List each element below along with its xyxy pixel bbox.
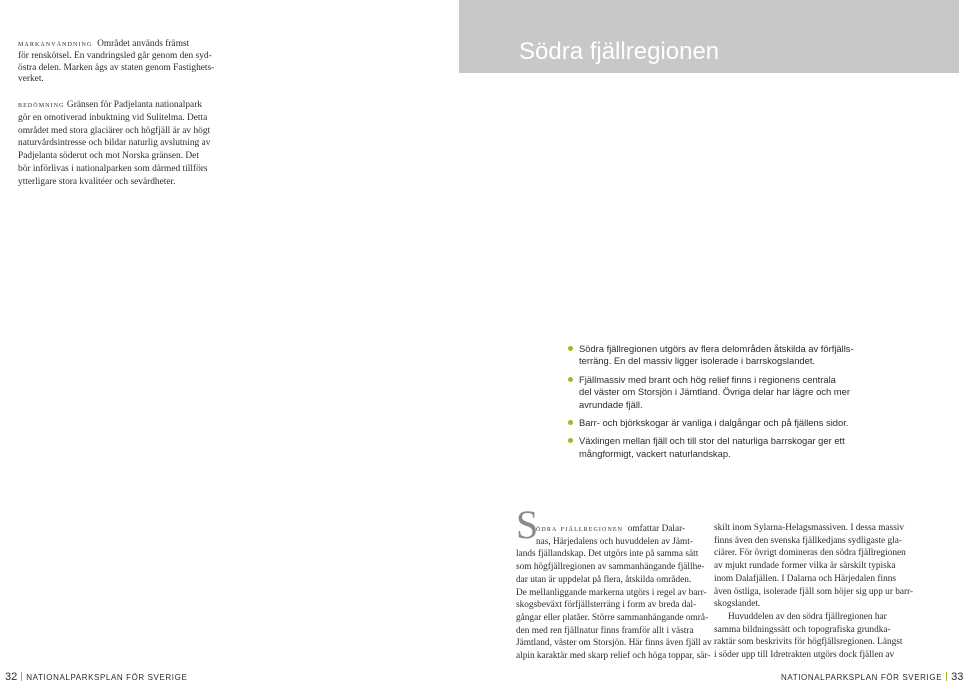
- text-line: skogsbeväxt förfjällsterräng i form av breda dal-: [516, 600, 697, 611]
- bullet-item: [568, 417, 868, 429]
- bullet-item: [568, 374, 868, 411]
- text-line: alpin karaktär med skarp relief och höga toppar, sär-: [516, 651, 711, 662]
- bullet-item: [568, 435, 868, 460]
- text-line: gångar eller platåer. Större sammanhängande områ-: [516, 612, 709, 623]
- text-line: finns även den svenska fjällkedjans sydligaste gla-: [714, 535, 902, 546]
- text-line: av mjukt rundade former vilka är särskilt typiska: [714, 561, 896, 572]
- text-line: gör en omotiverad inbuktning vid Sulitelma. Detta: [18, 112, 208, 123]
- text-line: Huvuddelen av den södra fjällregionen har: [728, 611, 887, 622]
- page-number-right: 33: [951, 671, 963, 683]
- bullet-item: [568, 343, 868, 368]
- text-line: skogslandet.: [714, 599, 761, 610]
- page-number-left: 32: [5, 671, 18, 683]
- markanvandning-lead: markanvändning: [18, 38, 93, 48]
- text-line: verket.: [18, 74, 44, 85]
- text-line: lands fjällandskap. Det utgörs inte på samma sätt: [516, 549, 699, 560]
- text-line: även östliga, isolerade fjäll som höjer sig upp ur barr-: [714, 586, 914, 597]
- text-line: terräng. En del massiv ligger isolerade i barrskogslandet.: [579, 355, 816, 367]
- text-line: omfattar Dalar-: [627, 524, 686, 534]
- body-column-left: [516, 522, 712, 663]
- text-line: Padjelanta söderut och mot Norska gränsen. Det: [18, 151, 199, 162]
- text-line: området med stora glaciärer och högfjäll är av högt: [18, 125, 211, 136]
- text-line: Fjällmassiv med brant och hög relief finns i regionens centrala: [579, 373, 836, 385]
- text-line: Området används främst: [97, 39, 190, 49]
- bedomning-lead: bedömning: [18, 99, 65, 109]
- page-title: Södra fjällregionen: [519, 38, 720, 65]
- text-line: ciärer. För övrigt domineras den södra fjällregionen: [714, 548, 906, 559]
- title-band: [459, 0, 959, 73]
- bullet-list: [568, 343, 868, 466]
- footer-right: [781, 671, 963, 683]
- text-line: Barr- och björkskogar är vanliga i dalgångar och på fjällens sidor.: [579, 417, 849, 429]
- text-line: östra delen. Marken ägs av staten genom Fastighets-: [18, 62, 215, 73]
- text-line: Södra fjällregionen utgörs av flera delområden åtskilda av förfjälls-: [579, 343, 854, 354]
- text-line: dar utan är uppdelat på flera, åtskilda områden.: [516, 574, 692, 585]
- bullet-dot-icon: [568, 438, 573, 443]
- text-line: raktär som beskrivits för högfjällsregionen. Längst: [714, 637, 903, 648]
- text-line: samma bildningssätt och topografiska grundka-: [714, 624, 891, 635]
- body-lead: ödra fjällregionen: [536, 523, 624, 533]
- bullet-dot-icon: [568, 420, 573, 425]
- text-line: nas, Härjedalens och huvuddelen av Jämt-: [536, 536, 693, 547]
- text-line: avrundade fjäll.: [579, 398, 643, 410]
- footer-left: [5, 671, 187, 683]
- footer-divider: [21, 672, 22, 681]
- text-line: Jämtland, väster om Storsjön. Här finns även fjäll av: [516, 638, 712, 649]
- bullet-dot-icon: [568, 346, 573, 351]
- text-line: naturvårdsintresse och bildar naturlig avslutning av: [18, 138, 211, 149]
- markanvandning-paragraph: [18, 38, 215, 86]
- text-line: mångformigt, vackert naturlandskap.: [579, 447, 731, 459]
- text-line: del väster om Storsjön i Jämtland. Övriga delar har lägre och mer: [579, 386, 850, 398]
- text-line: skilt inom Sylarna-Helagsmassiven. I dessa massiv: [714, 523, 905, 533]
- drop-cap: S: [516, 502, 539, 547]
- body-column-right: [714, 522, 914, 662]
- text-line: den med ren fjällnatur finns framför allt i västra: [516, 625, 694, 636]
- footer-divider: [946, 672, 947, 681]
- bedomning-paragraph: [18, 98, 218, 189]
- text-line: för renskötsel. En vandringsled går genom den syd-: [18, 50, 212, 61]
- footer-label-left: NATIONALPARKSPLAN FÖR SVERIGE: [26, 673, 188, 682]
- text-line: i söder upp till Idretrakten utgörs dock fjällen av: [714, 650, 895, 661]
- text-line: bör införlivas i nationalparken som därmed tillförs: [18, 163, 208, 174]
- text-line: De mellanliggande markerna utgörs i regel av barr-: [516, 587, 707, 598]
- text-line: ytterligare stora kvalitéer och sevärdheter.: [18, 176, 176, 187]
- text-line: Växlingen mellan fjäll och till stor del naturliga barrskogar ger ett: [579, 435, 845, 447]
- text-line: som högfjällregionen av sammanhängande fjällhe-: [516, 562, 705, 573]
- footer-label-right: NATIONALPARKSPLAN FÖR SVERIGE: [781, 673, 943, 682]
- text-line: inom Dalafjällen. I Dalarna och Härjedalen finns: [714, 573, 896, 584]
- text-line: Gränsen för Padjelanta nationalpark: [66, 100, 203, 110]
- bullet-dot-icon: [568, 377, 573, 382]
